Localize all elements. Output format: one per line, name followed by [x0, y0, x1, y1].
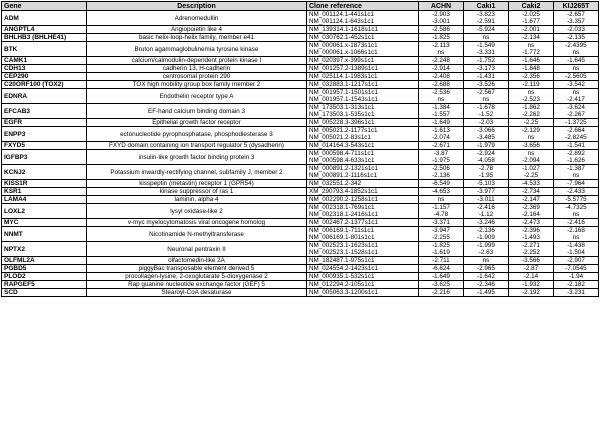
gene-cell: CDH13	[2, 65, 87, 73]
achn-value-cell: -1.649	[419, 273, 464, 281]
caki2-value-cell: -1.862	[509, 104, 554, 112]
achn-value-cell: -2.536	[419, 89, 464, 97]
caki2-value-cell: -2.192	[509, 289, 554, 297]
caki2-value-cell: -2.369	[509, 204, 554, 212]
kij265t-value-cell: ns	[554, 49, 599, 57]
clone-reference-cell: NM_002318.1-2416s1c1	[307, 211, 419, 219]
clone-reference-cell: NM_000598.4-711s1c1	[307, 150, 419, 158]
clone-reference-cell: NM_000598.4-633s1c1	[307, 157, 419, 165]
clone-reference-cell: NM_005228.3-396s1c1	[307, 119, 419, 127]
table-row	[2, 89, 599, 97]
kij265t-value-cell: -2.892	[554, 150, 599, 158]
table-row	[2, 65, 599, 73]
gene-cell: SCD	[2, 289, 87, 297]
table-row	[2, 81, 599, 89]
gene-cell: LAMA4	[2, 196, 87, 204]
gene-cell: NPTX2	[2, 242, 87, 257]
caki2-value-cell: -1.772	[509, 49, 554, 57]
clone-reference-cell: NM_006169.1-801s1c1	[307, 234, 419, 242]
table-row	[2, 257, 599, 265]
achn-value-cell: -2.586	[419, 26, 464, 34]
caki1-value-cell: -2.567	[464, 89, 509, 97]
description-cell: EF-hand calcium binding domain 3	[87, 104, 307, 119]
kij265t-value-cell: -1.387	[554, 165, 599, 173]
kij265t-value-cell: ns	[554, 234, 599, 242]
header-caki2: Caki2	[509, 2, 554, 11]
caki2-value-cell: ns	[509, 89, 554, 97]
kij265t-value-cell: -1.94	[554, 273, 599, 281]
caki1-value-cell: -3.173	[464, 65, 509, 73]
caki2-value-cell: -2.119	[509, 81, 554, 89]
table-row	[2, 142, 599, 150]
clone-reference-cell: NM_002467.2-1377s1c1	[307, 219, 419, 227]
caki1-value-cell: -3.331	[464, 49, 509, 57]
caki2-value-cell: -2.523	[509, 96, 554, 104]
gene-cell: ANGPTL4	[2, 26, 87, 34]
clone-reference-cell: NM_005021.2-83s1c1	[307, 134, 419, 142]
achn-value-cell: -2.074	[419, 134, 464, 142]
clone-reference-cell: NM_001957.1-1543s1c1	[307, 96, 419, 104]
kij265t-value-cell: -7.964	[554, 180, 599, 188]
kij265t-value-cell: -1.3725	[554, 119, 599, 127]
achn-value-cell: -1.649	[419, 119, 464, 127]
achn-value-cell: -2.136	[419, 172, 464, 180]
kij265t-value-cell: -2.8245	[554, 134, 599, 142]
caki1-value-cell: -1.909	[464, 234, 509, 242]
kij265t-value-cell: -2.5605	[554, 73, 599, 81]
gene-cell: RAPGEF5	[2, 281, 87, 289]
header-clone-reference: Clone reference	[307, 2, 419, 11]
gene-cell: ADM	[2, 11, 87, 26]
caki1-value-cell: -5.924	[464, 26, 509, 34]
description-cell: kisspeptin (metastin) receptor 1 (GPR54)	[87, 180, 307, 188]
description-cell: v-myc myelocytomatosis viral oncogene homolog	[87, 219, 307, 227]
kij265t-value-cell: -2.907	[554, 257, 599, 265]
caki2-value-cell: -2.252	[509, 249, 554, 257]
description-cell: kinase suppressor of ras 1	[87, 188, 307, 196]
caki2-value-cell: -1.677	[509, 18, 554, 26]
description-cell: olfactomedin-like 2A	[87, 257, 307, 265]
description-cell: centrosomal protein 290	[87, 73, 307, 81]
caki1-value-cell: -3.246	[464, 219, 509, 227]
table-row	[2, 34, 599, 42]
clone-reference-cell: NM_024554.2-1423s1c1	[307, 265, 419, 273]
header-kij265t: KIJ265T	[554, 2, 599, 11]
achn-value-cell: -4.78	[419, 211, 464, 219]
gene-cell: KSR1	[2, 188, 87, 196]
kij265t-value-cell: -2.664	[554, 127, 599, 135]
achn-value-cell: -2.113	[419, 42, 464, 50]
achn-value-cell: -3.947	[419, 227, 464, 235]
caki2-value-cell: -2.271	[509, 242, 554, 250]
clone-reference-cell: NM_001124.1-643s1c1	[307, 18, 419, 26]
table-row	[2, 265, 599, 273]
achn-value-cell: -1.157	[419, 204, 464, 212]
caki1-value-cell: -1.549	[464, 42, 509, 50]
gene-cell: OLFML2A	[2, 257, 87, 265]
description-cell: Stearoyl-CoA desaturase	[87, 289, 307, 297]
kij265t-value-cell: -2.135	[554, 34, 599, 42]
achn-value-cell: -2.688	[419, 81, 464, 89]
caki1-value-cell: -1.979	[464, 142, 509, 150]
kij265t-value-cell: ns	[554, 89, 599, 97]
table-row	[2, 227, 599, 235]
description-cell: Bruton agammaglobulinemia tyrosine kinase	[87, 42, 307, 57]
clone-reference-cell: NM_001124.1-441s1c1	[307, 11, 419, 19]
gene-cell: EDNRA	[2, 89, 87, 104]
table-row	[2, 73, 599, 81]
caki2-value-cell: -2.14	[509, 273, 554, 281]
table-row	[2, 57, 599, 65]
kij265t-value-cell: -2.657	[554, 11, 599, 19]
caki2-value-cell: -2.129	[509, 127, 554, 135]
achn-value-cell: -3.625	[419, 281, 464, 289]
clone-reference-cell: NM_001257.2-1389s1c1	[307, 65, 419, 73]
gene-expression-table	[1, 1, 599, 297]
kij265t-value-cell: -2.4395	[554, 42, 599, 50]
achn-value-cell: -4.653	[419, 188, 464, 196]
header-row	[2, 2, 599, 11]
caki1-value-cell: -1.678	[464, 104, 509, 112]
achn-value-cell: -3.371	[419, 219, 464, 227]
gene-cell: EGFR	[2, 119, 87, 127]
caki1-value-cell: -2.136	[464, 227, 509, 235]
kij265t-value-cell: -2.267	[554, 111, 599, 119]
caki2-value-cell: -2.001	[509, 26, 554, 34]
description-cell: basic helix-loop-helix family, member e41	[87, 34, 307, 42]
achn-value-cell: -1.825	[419, 34, 464, 42]
table-row	[2, 242, 599, 250]
caki1-value-cell: -5.103	[464, 180, 509, 188]
caki2-value-cell: -3.566	[509, 257, 554, 265]
kij265t-value-cell: -2.416	[554, 219, 599, 227]
caki1-value-cell: -3.485	[464, 134, 509, 142]
clone-reference-cell: XM_290793.4-1852s1c1	[307, 188, 419, 196]
clone-reference-cell: NM_002523.1-1623s1c1	[307, 242, 419, 250]
achn-value-cell: -2.506	[419, 165, 464, 173]
caki2-value-cell: -1.493	[509, 234, 554, 242]
caki2-value-cell: -2.094	[509, 157, 554, 165]
kij265t-value-cell: -3.542	[554, 81, 599, 89]
achn-value-cell: -2.255	[419, 234, 464, 242]
gene-cell: MYC	[2, 219, 87, 227]
caki2-value-cell: -1.646	[509, 57, 554, 65]
kij265t-value-cell: -3.624	[554, 104, 599, 112]
achn-value-cell: -2.903	[419, 11, 464, 19]
description-cell: Endothelin receptor type A	[87, 89, 307, 104]
clone-reference-cell: NM_005063.3-1200s1c1	[307, 289, 419, 297]
clone-reference-cell: NM_025114.1-1983s1c1	[307, 73, 419, 81]
header-caki1: Caki1	[464, 2, 509, 11]
caki1-value-cell: -2.63	[464, 249, 509, 257]
kij265t-value-cell: -2.168	[554, 227, 599, 235]
kij265t-value-cell: -1.626	[554, 157, 599, 165]
table-row	[2, 204, 599, 212]
clone-reference-cell: NM_001957.1-1501s1c1	[307, 89, 419, 97]
achn-value-cell: -1.825	[419, 242, 464, 250]
clone-reference-cell: NM_006169.1-711s1c1	[307, 227, 419, 235]
achn-value-cell: -2.711	[419, 257, 464, 265]
table-header	[2, 2, 599, 11]
gene-cell: EFCAB3	[2, 104, 87, 119]
clone-reference-cell: NM_000891.2-1321s1c1	[307, 165, 419, 173]
table-row	[2, 127, 599, 135]
achn-value-cell: -1.975	[419, 157, 464, 165]
header-achn: ACHN	[419, 2, 464, 11]
caki2-value-cell: -1.027	[509, 165, 554, 173]
description-cell: Angiopoietin like 4	[87, 26, 307, 34]
caki2-value-cell: ns	[509, 150, 554, 158]
description-cell: lysyl oxidase-like 2	[87, 204, 307, 219]
description-cell: laminin, alpha 4	[87, 196, 307, 204]
clone-reference-cell: NM_000061.x-1066s1c1	[307, 49, 419, 57]
achn-value-cell: -3.001	[419, 18, 464, 26]
caki2-value-cell: -3.656	[509, 142, 554, 150]
caki1-value-cell: -1.752	[464, 57, 509, 65]
kij265t-value-cell: -5.5775	[554, 196, 599, 204]
description-cell: procollagen-lysine, 2-oxoglutarate 5-dioxygenase 2	[87, 273, 307, 281]
description-cell: Neuronal pentraxin II	[87, 242, 307, 257]
caki1-value-cell: -2.416	[464, 204, 509, 212]
clone-reference-cell: NM_000061.x-1873s1c1	[307, 42, 419, 50]
gene-cell: ENPP3	[2, 127, 87, 142]
achn-value-cell: -1.384	[419, 104, 464, 112]
table-row	[2, 180, 599, 188]
caki1-value-cell: -2.346	[464, 281, 509, 289]
kij265t-value-cell: -1.504	[554, 249, 599, 257]
clone-reference-cell: NM_012294.2-105s1c1	[307, 281, 419, 289]
caki2-value-cell: -2.147	[509, 196, 554, 204]
kij265t-value-cell: -4.7325	[554, 204, 599, 212]
description-cell: Rap guanine nucleotide exchange factor (GEF) 5	[87, 281, 307, 289]
caki1-value-cell: -3.977	[464, 188, 509, 196]
gene-cell: PGBD5	[2, 265, 87, 273]
gene-cell: LOXL2	[2, 204, 87, 219]
achn-value-cell: -1.557	[419, 111, 464, 119]
table-row	[2, 273, 599, 281]
description-cell: FXYD domain containing ion transport regulator 5 (dysadherin)	[87, 142, 307, 150]
caki2-value-cell: -1.932	[509, 281, 554, 289]
achn-value-cell: ns	[419, 96, 464, 104]
gene-cell: IGFBP3	[2, 150, 87, 165]
caki2-value-cell: -4.533	[509, 180, 554, 188]
kij265t-value-cell: -2.182	[554, 281, 599, 289]
caki2-value-cell: ns	[509, 134, 554, 142]
kij265t-value-cell: -1.541	[554, 142, 599, 150]
gene-cell: BHLHB3 (BHLHE41)	[2, 34, 87, 42]
achn-value-cell: -2.248	[419, 57, 464, 65]
caki1-value-cell: -3.066	[464, 127, 509, 135]
clone-reference-cell: NM_002318.1-769s1c1	[307, 204, 419, 212]
kij265t-value-cell: -7.0545	[554, 265, 599, 273]
table-row	[2, 42, 599, 50]
gene-cell: NNMT	[2, 227, 87, 242]
description-cell: Potassium inwardly-rectifying channel, subfamily J, member 2	[87, 165, 307, 180]
clone-reference-cell: NM_182487.1-975s1c1	[307, 257, 419, 265]
gene-cell: CEP290	[2, 73, 87, 81]
achn-value-cell: -2.216	[419, 289, 464, 297]
kij265t-value-cell: -2.417	[554, 96, 599, 104]
table-row	[2, 165, 599, 173]
description-cell: ectonucleotide pyrophosphatase, phosphodiesterase 3	[87, 127, 307, 142]
achn-value-cell: -2.914	[419, 65, 464, 73]
description-cell: piggyBac transposable element derived 5	[87, 265, 307, 273]
clone-reference-cell: NM_173503.1-535s1c1	[307, 111, 419, 119]
clone-reference-cell: NM_032883.1-1217s1c1	[307, 81, 419, 89]
clone-reference-cell: NM_139314.1-1618s1c1	[307, 26, 419, 34]
clone-reference-cell: NM_000935.1-532s1c1	[307, 273, 419, 281]
caki1-value-cell: -2.591	[464, 18, 509, 26]
caki1-value-cell: -1.52	[464, 111, 509, 119]
caki1-value-cell: -4.058	[464, 157, 509, 165]
caki1-value-cell: -1.495	[464, 289, 509, 297]
description-cell: TOX high mobility group box family member 2	[87, 81, 307, 89]
achn-value-cell: ns	[419, 49, 464, 57]
gene-cell: KCNJ2	[2, 165, 87, 180]
achn-value-cell: -3.87	[419, 150, 464, 158]
caki2-value-cell: ns	[509, 42, 554, 50]
clone-reference-cell: NM_030762.1-452s1c1	[307, 34, 419, 42]
table-row	[2, 196, 599, 204]
caki1-value-cell: -2.03	[464, 119, 509, 127]
caki1-value-cell: -1.999	[464, 242, 509, 250]
caki1-value-cell: -1.12	[464, 211, 509, 219]
kij265t-value-cell: ns	[554, 65, 599, 73]
gene-cell: BTK	[2, 42, 87, 57]
kij265t-value-cell: ns	[554, 172, 599, 180]
clone-reference-cell: NM_032551.2-342	[307, 180, 419, 188]
table-body	[2, 11, 599, 297]
kij265t-value-cell: -3.357	[554, 18, 599, 26]
table-row	[2, 188, 599, 196]
caki1-value-cell: -2.78	[464, 165, 509, 173]
header-description: Description	[87, 2, 307, 11]
caki1-value-cell: -2.965	[464, 265, 509, 273]
gene-cell: CAMK1	[2, 57, 87, 65]
caki1-value-cell: -1.95	[464, 172, 509, 180]
achn-value-cell: -1.619	[419, 249, 464, 257]
caki1-value-cell: -3.823	[464, 11, 509, 19]
clone-reference-cell: NM_020397.x-399s1c1	[307, 57, 419, 65]
description-cell: Nicotinamide N-methyltransferase	[87, 227, 307, 242]
table-row	[2, 26, 599, 34]
clone-reference-cell: NM_005021.2-1177s1c1	[307, 127, 419, 135]
kij265t-value-cell: ns	[554, 211, 599, 219]
caki2-value-cell: -2.25	[509, 172, 554, 180]
caki2-value-cell: -2.734	[509, 188, 554, 196]
clone-reference-cell: NM_002290.2-1258s1c1	[307, 196, 419, 204]
kij265t-value-cell: -3.231	[554, 289, 599, 297]
achn-value-cell: ns	[419, 196, 464, 204]
table-row	[2, 289, 599, 297]
description-cell: Adrenomedullin	[87, 11, 307, 26]
caki1-value-cell: -2.924	[464, 150, 509, 158]
achn-value-cell: -1.613	[419, 127, 464, 135]
kij265t-value-cell: -1.438	[554, 242, 599, 250]
caki2-value-cell: -2.025	[509, 11, 554, 19]
kij265t-value-cell: -1.645	[554, 57, 599, 65]
table-row	[2, 11, 599, 19]
caki2-value-cell: -2.25	[509, 119, 554, 127]
caki2-value-cell: -2.164	[509, 211, 554, 219]
description-cell: calcium/calmodulin-dependent protein kinase I	[87, 57, 307, 65]
table-row	[2, 281, 599, 289]
description-cell: Epithelial growth factor receptor	[87, 119, 307, 127]
caki1-value-cell: ns	[464, 257, 509, 265]
achn-value-cell: -6.624	[419, 265, 464, 273]
description-cell: insulin-like growth factor binding protein 3	[87, 150, 307, 165]
gene-cell: FXYD5	[2, 142, 87, 150]
caki2-value-cell: -2.134	[509, 34, 554, 42]
achn-value-cell: -2.671	[419, 142, 464, 150]
caki1-value-cell: -3.526	[464, 81, 509, 89]
gene-cell: KISS1R	[2, 180, 87, 188]
caki1-value-cell: ns	[464, 96, 509, 104]
table-row	[2, 219, 599, 227]
achn-value-cell: -2.408	[419, 73, 464, 81]
caki2-value-cell: -2.356	[509, 73, 554, 81]
caki2-value-cell: -2.87	[509, 265, 554, 273]
gene-cell: C20ORF100 (TOX2)	[2, 81, 87, 89]
clone-reference-cell: NM_002523.1-1528s1c1	[307, 249, 419, 257]
caki1-value-cell: ns	[464, 34, 509, 42]
caki2-value-cell: -1.848	[509, 65, 554, 73]
table-row	[2, 150, 599, 158]
table-row	[2, 104, 599, 112]
header-gene: Gene	[2, 2, 87, 11]
table-row	[2, 119, 599, 127]
achn-value-cell: -6.549	[419, 180, 464, 188]
caki1-value-cell: -3.011	[464, 196, 509, 204]
kij265t-value-cell: -2.433	[554, 188, 599, 196]
clone-reference-cell: NM_000891.2-1116s1c1	[307, 172, 419, 180]
clone-reference-cell: NM_014164.3-543s1c1	[307, 142, 419, 150]
caki2-value-cell: -2.473	[509, 219, 554, 227]
caki2-value-cell: -2.396	[509, 227, 554, 235]
clone-reference-cell: NM_173503.1-313s1c1	[307, 104, 419, 112]
kij265t-value-cell: -2.033	[554, 26, 599, 34]
gene-cell: PLOD2	[2, 273, 87, 281]
caki2-value-cell: -2.262	[509, 111, 554, 119]
description-cell: cadherin 13, H-cadherin	[87, 65, 307, 73]
caki1-value-cell: -1.642	[464, 273, 509, 281]
caki1-value-cell: -1.431	[464, 73, 509, 81]
